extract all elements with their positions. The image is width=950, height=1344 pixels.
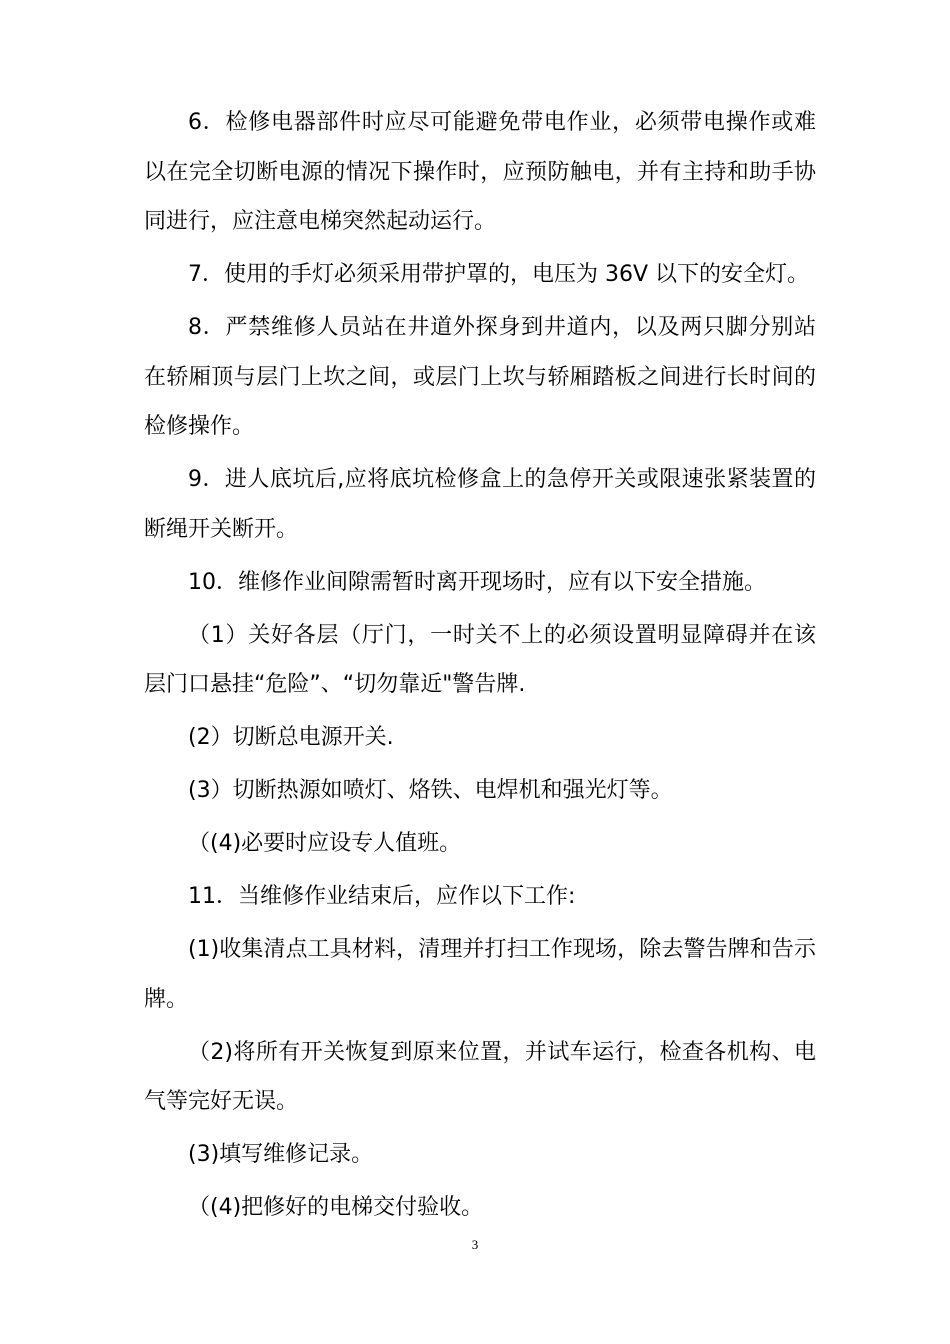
paragraph-item-9: 9．进人底坑后,应将底坑检修盒上的急停开关或限速张紧装置的断绳开关断开。 xyxy=(144,467,816,542)
paragraph-item-11: 11．当维修作业结束后，应作以下工作: xyxy=(188,884,576,909)
paragraph-subitem-11-1: (1)收集清点工具材料，清理并打扫工作现场，除去警告牌和告示牌。 xyxy=(144,937,816,1012)
paragraph-subitem-10-3: (3）切断热源如喷灯、烙铁、电焊机和强光灯等。 xyxy=(188,778,673,803)
paragraph-item-8: 8．严禁维修人员站在井道外探身到井道内，以及两只脚分别站在轿厢顶与层门上坎之间，或层门上坎与轿厢踏板之间进行长时间的检修操作。 xyxy=(144,315,816,439)
paragraph-subitem-10-4: （(4)必要时应设专人值班。 xyxy=(188,831,462,856)
paragraph-subitem-10-1: （1）关好各层（厅门，一时关不上的必须设置明显障碍并在该层门口悬挂“危险”、“切勿靠近"警告牌. xyxy=(144,622,816,697)
paragraph-subitem-10-2: (2）切断总电源开关. xyxy=(188,725,394,750)
paragraph-item-6: 6．检修电器部件时应尽可能避免带电作业，必须带电操作或难以在完全切断电源的情况下操作时，应预防触电，并有主持和助手协同进行，应注意电梯突然起动运行。 xyxy=(144,110,816,234)
paragraph-item-10: 10．维修作业间隙需暂时离开现场时，应有以下安全措施。 xyxy=(188,569,766,595)
paragraph-subitem-11-3: (3)填写维修记录。 xyxy=(188,1142,374,1167)
document-body xyxy=(144,98,816,1236)
paragraph-subitem-11-4: （(4)把修好的电梯交付验收。 xyxy=(188,1195,484,1220)
paragraph-subitem-11-2: （2)将所有开关恢复到原来位置，并试车运行，检查各机构、电气等完好无误。 xyxy=(144,1039,816,1114)
paragraph-item-7: 7．使用的手灯必须采用带护罩的，电压为 36V 以下的安全灯。 xyxy=(188,262,810,287)
page-number: 3 xyxy=(471,1237,479,1252)
